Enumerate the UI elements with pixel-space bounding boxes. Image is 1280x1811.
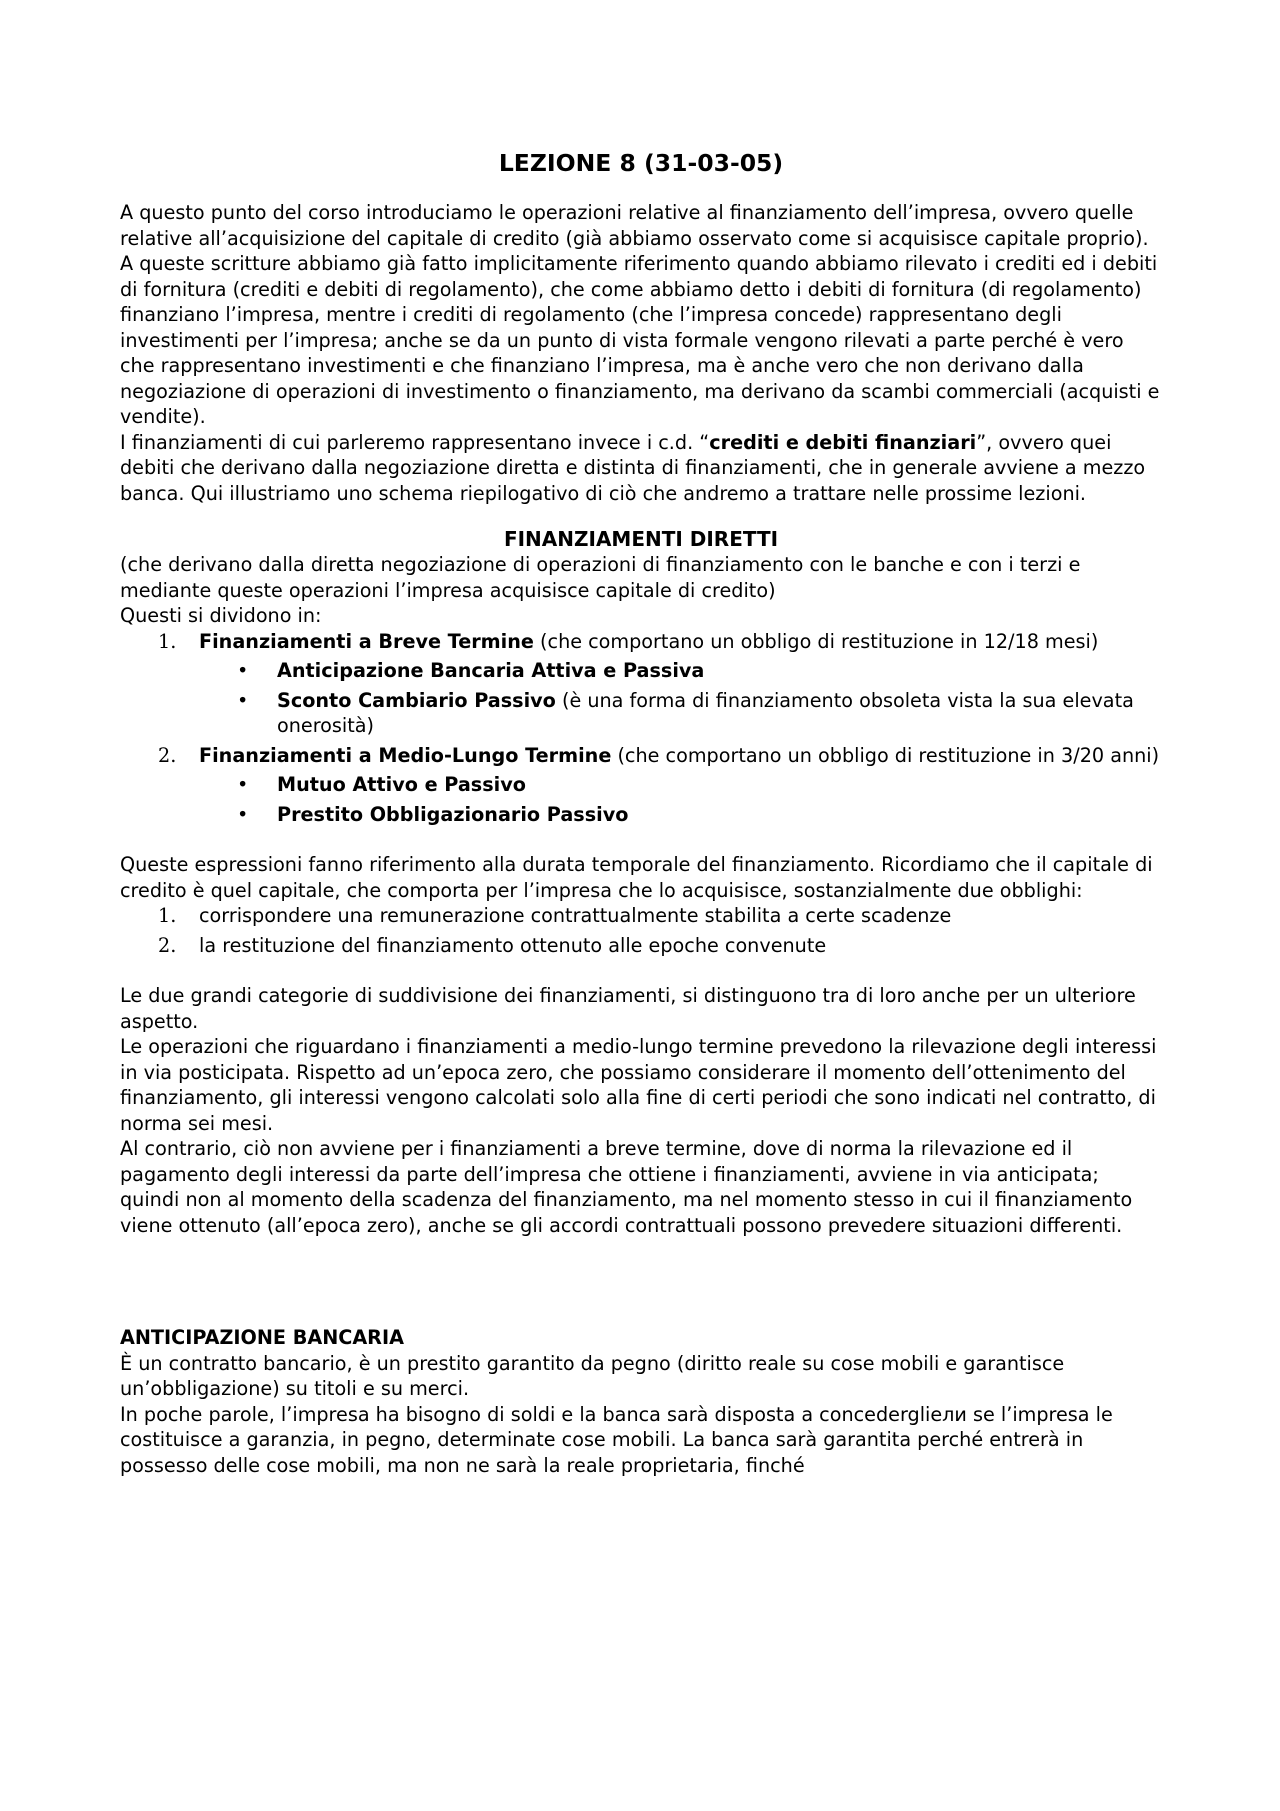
section-heading-finanziamenti-diretti: FINANZIAMENTI DIRETTI <box>503 527 779 551</box>
obligations-list <box>120 903 1162 958</box>
obligation-text: la restituzione del finanziamento ottenuto alle epoche convenute <box>199 933 827 957</box>
list-number: 1. <box>158 629 177 653</box>
categories-paragraph-2: Le operazioni che riguardano i finanziamenti a medio-lungo termine prevedono la rilevazione degli interessi in via posticipata. Rispetto ad un’epoca zero, che possiamo considerare il momento dell’ottenimento del finanziamento, gli interessi vengono calcolati solo alla fine di certi periodi che sono indicati nel contratto, di norma sei mesi. <box>120 1035 1157 1135</box>
list-item-title: Finanziamenti a Medio-Lungo Termine <box>199 743 612 767</box>
spacer <box>120 827 1162 852</box>
duration-paragraph: Queste espressioni fanno riferimento alla durata temporale del finanziamento. Ricordiamo che il capitale di credito è quel capitale, che comporta per l’impresa che lo acquisisce, sostanzialmente due obblighi: <box>120 853 1153 902</box>
categories-paragraph-1: Le due grandi categorie di suddivisione dei finanziamenti, si distinguono tra di loro anche per un ulteriore aspetto. <box>120 984 1136 1033</box>
bullet-text: (è una forma di finanziamento obsoleta vista la sua elevata onerosità) <box>277 688 1134 737</box>
bullet-icon: • <box>237 773 249 796</box>
sub-list-short-term <box>199 658 1162 739</box>
obligation-text: corrispondere una remunerazione contrattualmente stabilita a certe scadenze <box>199 904 952 927</box>
bullet-title: Mutuo Attivo e Passivo <box>277 773 526 796</box>
categories-paragraph-3: Al contrario, ciò non avviene per i finanziamenti a breve termine, dove di norma la rilevazione ed il pagamento degli interessi da parte dell’impresa che ottiene i finanziamenti, avviene in via anticipata; quindi non al momento della scadenza del finanziamento, ma nel momento stesso in cui il finanziamento viene ottenuto (all’epoca zero), anche se gli accordi contrattuali possono prevedere situazioni differenti. <box>120 1137 1133 1237</box>
intro-paragraph-2: A queste scritture abbiamo già fatto implicitamente riferimento quando abbiamo rilevato i crediti ed i debiti di fornitura (crediti e debiti di regolamento), che come abbiamo detto i debiti di fornitura (di regolamento) finanziano l’impresa, mentre i crediti di regolamento (che l’impresa concede) rappresentano degli investimenti per l’impresa; anche se da un punto di vista formale vengono rilevati a parte perché è vero che rappresentano investimenti e che finanziano l’impresa, ma è anche vero che non derivano dalla negoziazione di operazioni di investimento o finanziamento, ma derivano da scambi commerciali (acquisti e vendite). <box>120 252 1160 428</box>
list-item-short-term <box>120 629 1162 739</box>
list-number: 2. <box>158 933 177 957</box>
list-number: 2. <box>158 743 177 767</box>
bullet-title: Sconto Cambiario Passivo <box>277 688 556 712</box>
bullet-item <box>199 658 1162 684</box>
financing-types-list <box>120 629 1162 828</box>
intro-paragraph-1: A questo punto del corso introduciamo le operazioni relative al finanziamento dell’impresa, ovvero quelle relative all’acquisizione del capitale di credito (già abbiamo osservato come si acquisisce capitale proprio). <box>120 201 1149 250</box>
list-item-text: (che comportano un obbligo di restituzione in 12/18 mesi) <box>533 629 1099 653</box>
intro-paragraph-3-end: ”, ovvero quei debiti che derivano dalla negoziazione diretta e distinta di finanziamenti, che in generale avviene a mezzo banca. Qui illustriamo uno schema riepilogativo di ciò che andremo a trattare nelle prossime lezioni. <box>120 430 1146 505</box>
page-title: LEZIONE 8 (31-03-05) <box>498 149 784 177</box>
intro-paragraph-3-start: I finanziamenti di cui parleremo rappresentano invece i c.d. “ <box>120 430 710 454</box>
intro-paragraph-3 <box>120 430 1162 507</box>
list-number: 1. <box>158 904 177 927</box>
bullet-icon: • <box>237 659 249 682</box>
list-item-text: (che comportano un obbligo di restituzione in 3/20 anni) <box>611 743 1160 767</box>
list-item-medium-long-term <box>120 743 1162 828</box>
document-body <box>120 148 1162 1478</box>
highlight-crediti-debiti-finanziari: crediti e debiti finanziari <box>709 430 977 454</box>
anticipazione-paragraph-2: In poche parole, l’impresa ha bisogno di soldi e la banca sarà disposta a concedergliели se l’impresa le costituisce a garanzia, in pegno, determinate cose mobili. La banca sarà garantita perché entrerà in possesso delle cose mobili, ma non ne sarà la reale proprietaria, finché <box>120 1402 1113 1477</box>
sub-list-medium-long-term <box>199 772 1162 827</box>
bullet-item <box>199 772 1162 798</box>
obligation-item <box>120 933 1162 959</box>
section-subtitle: (che derivano dalla diretta negoziazione di operazioni di finanziamento con le banche e con i terzi e mediante queste operazioni l’impresa acquisisce capitale di credito) <box>120 553 1081 602</box>
section-lead: Questi si dividono in: <box>120 604 322 627</box>
obligation-item <box>120 903 1162 929</box>
spacer <box>120 1238 1162 1325</box>
bullet-title: Prestito Obbligazionario Passivo <box>277 802 629 826</box>
bullet-title: Anticipazione Bancaria Attiva e Passiva <box>277 659 705 682</box>
anticipazione-paragraph-1: È un contratto bancario, è un prestito garantito da pegno (diritto reale su cose mobili e garantisce un’obbligazione) su titoli e su merci. <box>120 1351 1065 1400</box>
bullet-item <box>199 688 1162 739</box>
list-item-title: Finanziamenti a Breve Termine <box>199 629 534 653</box>
bullet-icon: • <box>237 688 249 712</box>
spacer <box>120 958 1162 983</box>
bullet-icon: • <box>237 802 249 826</box>
bullet-item <box>199 802 1162 828</box>
section-heading-anticipazione-bancaria: ANTICIPAZIONE BANCARIA <box>120 1326 404 1349</box>
